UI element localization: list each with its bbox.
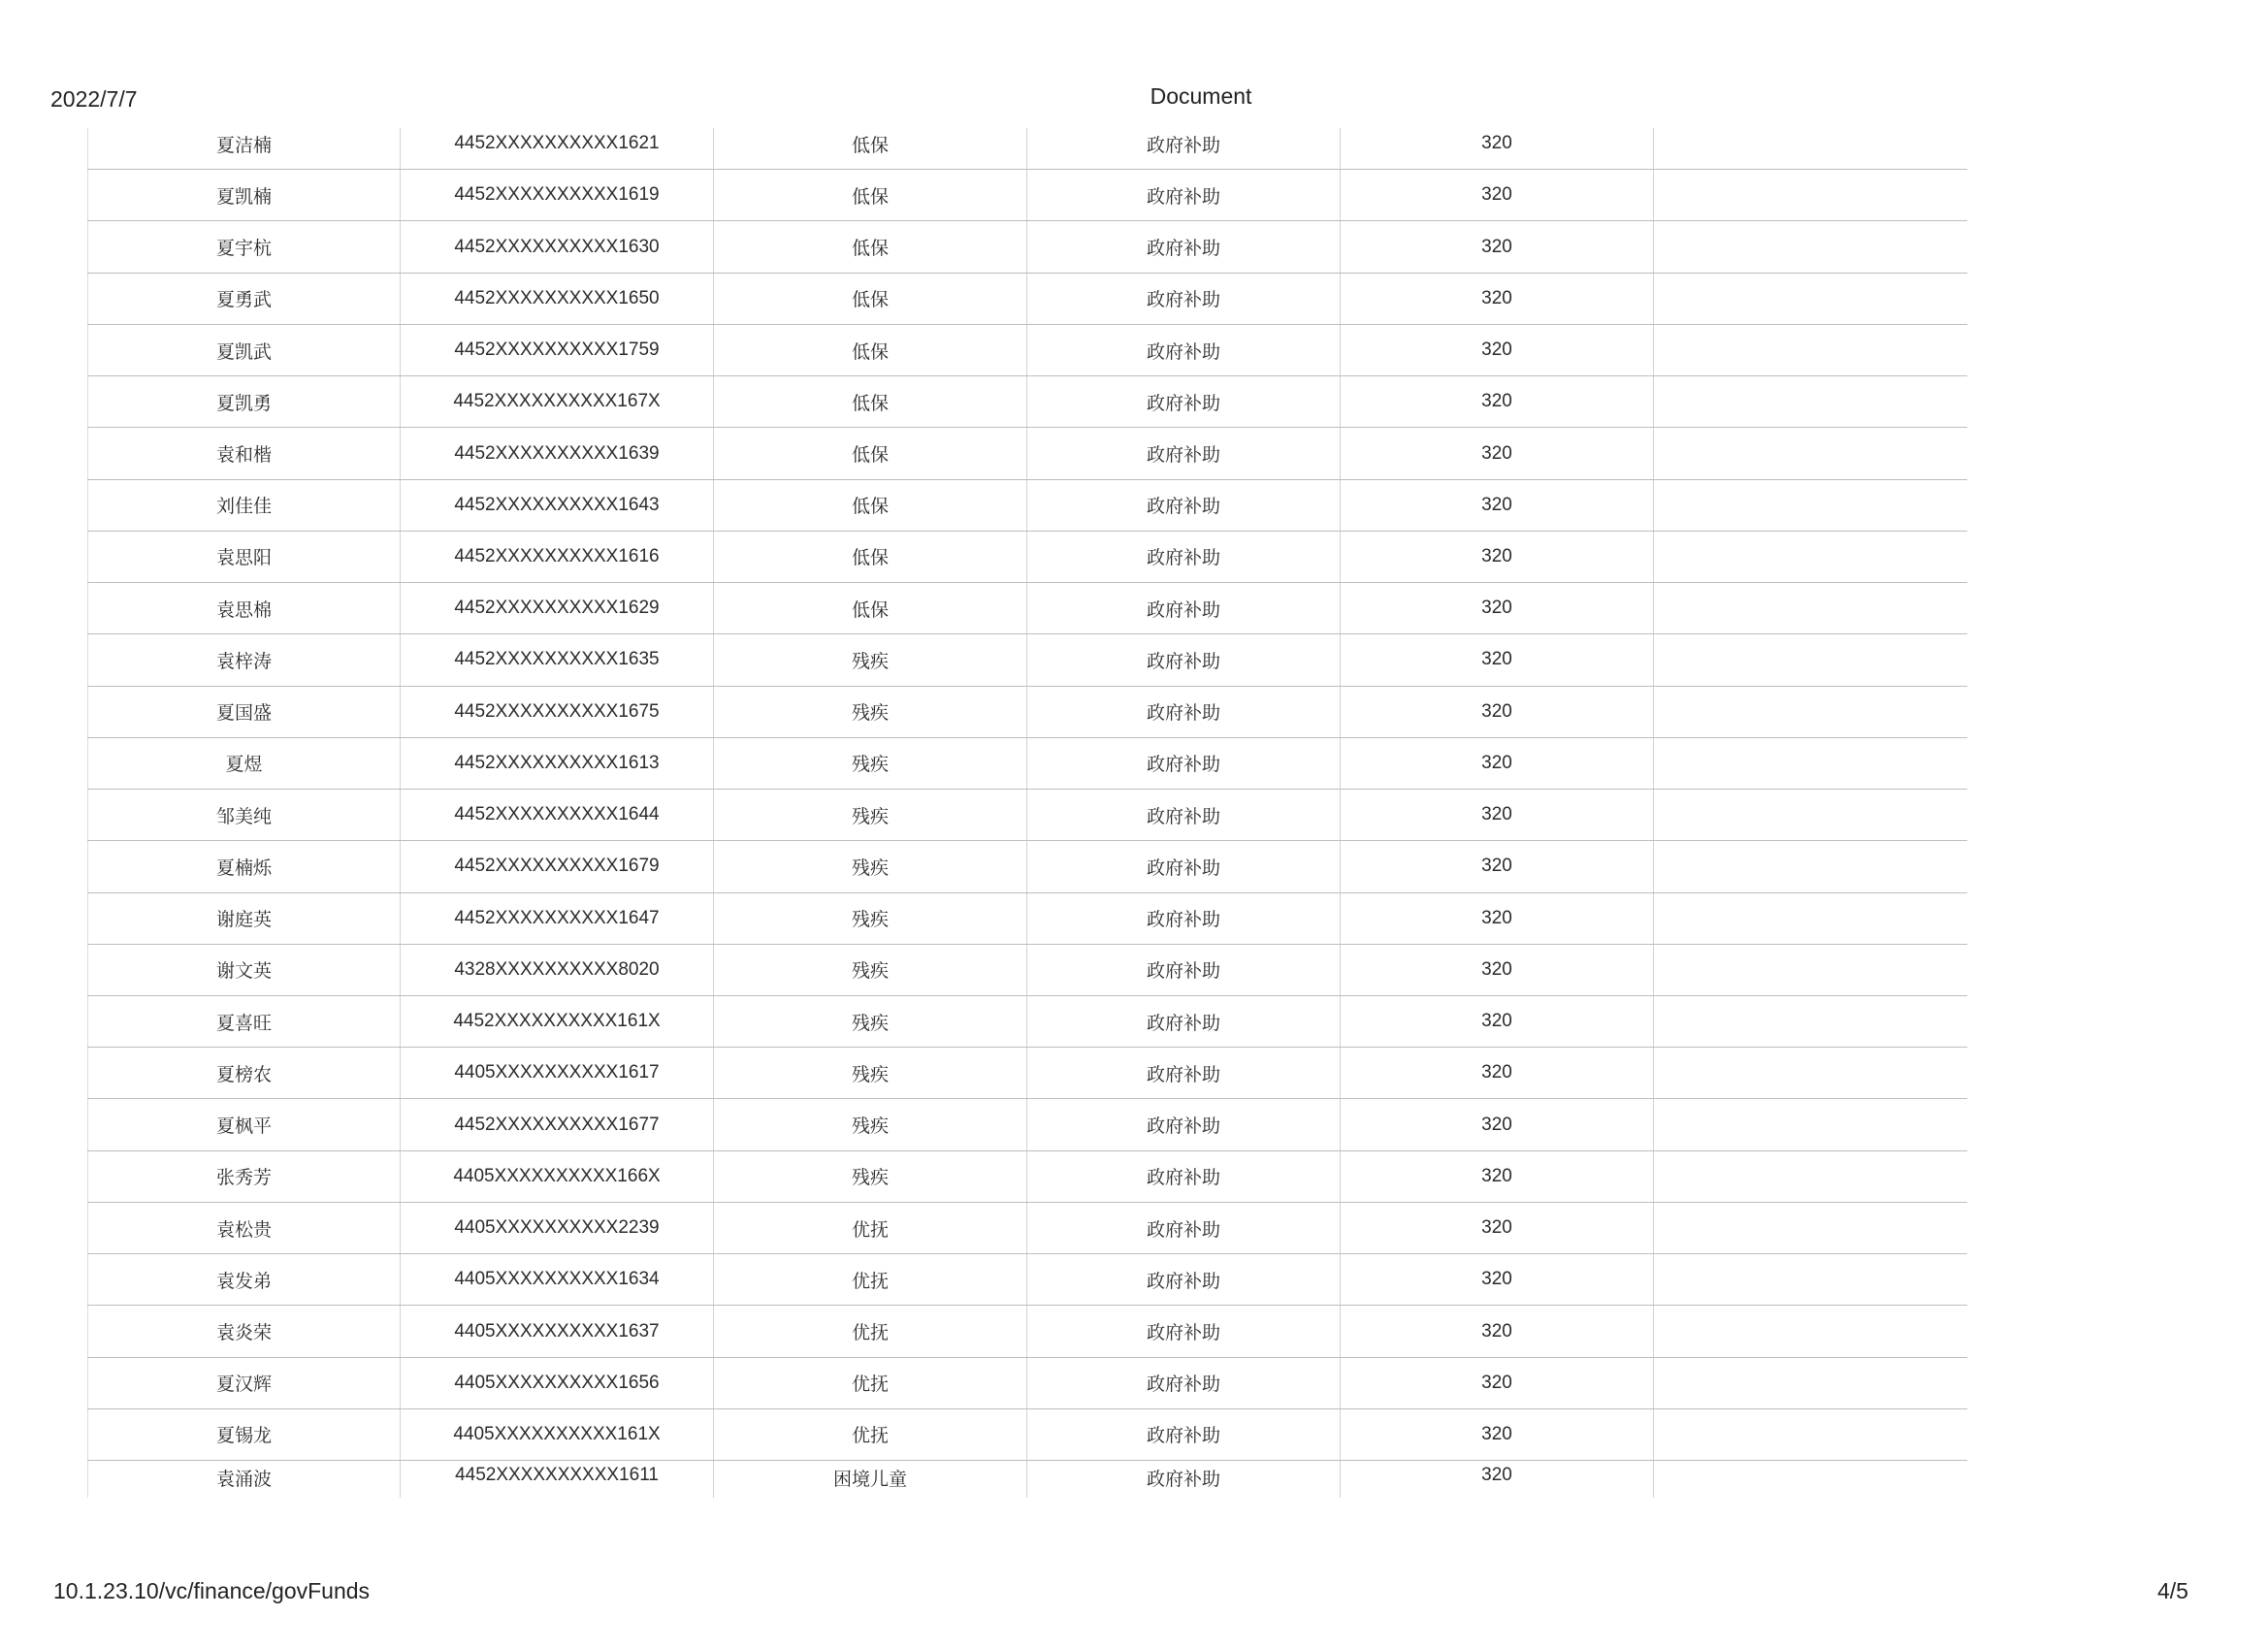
table-row — [87, 790, 1967, 841]
remarks-cell — [1654, 1203, 1967, 1253]
table-row — [87, 738, 1967, 790]
remarks-cell — [1654, 428, 1967, 478]
table-row — [87, 221, 1967, 273]
funding-type-cell: 政府补助 — [1027, 1203, 1341, 1253]
funds-table — [87, 128, 1967, 1498]
category-cell: 低保 — [714, 480, 1027, 531]
name-cell: 夏洁楠 — [87, 128, 401, 169]
id-number-cell: 4452XXXXXXXXXX1616 — [401, 532, 714, 582]
funding-type-cell: 政府补助 — [1027, 893, 1341, 944]
table-row — [87, 1203, 1967, 1254]
category-cell: 残疾 — [714, 996, 1027, 1047]
id-number-cell: 4405XXXXXXXXXX2239 — [401, 1203, 714, 1253]
funding-type-cell: 政府补助 — [1027, 1306, 1341, 1356]
name-cell: 夏楠烁 — [87, 841, 401, 891]
category-cell: 低保 — [714, 170, 1027, 220]
funding-type-cell: 政府补助 — [1027, 274, 1341, 324]
table-row — [87, 1254, 1967, 1306]
funding-type-cell: 政府补助 — [1027, 687, 1341, 737]
table-row — [87, 1048, 1967, 1099]
name-cell: 刘佳佳 — [87, 480, 401, 531]
remarks-cell — [1654, 634, 1967, 685]
amount-cell: 320 — [1341, 1151, 1654, 1202]
funding-type-cell: 政府补助 — [1027, 1099, 1341, 1149]
category-cell: 残疾 — [714, 893, 1027, 944]
table-row — [87, 376, 1967, 428]
name-cell: 谢文英 — [87, 945, 401, 995]
table-row — [87, 1099, 1967, 1150]
remarks-cell — [1654, 532, 1967, 582]
table-row — [87, 170, 1967, 221]
funding-type-cell: 政府补助 — [1027, 221, 1341, 272]
remarks-cell — [1654, 170, 1967, 220]
category-cell: 低保 — [714, 376, 1027, 427]
table-row — [87, 945, 1967, 996]
name-cell: 张秀芳 — [87, 1151, 401, 1202]
category-cell: 困境儿童 — [714, 1461, 1027, 1498]
amount-cell: 320 — [1341, 428, 1654, 478]
remarks-cell — [1654, 274, 1967, 324]
remarks-cell — [1654, 945, 1967, 995]
amount-cell: 320 — [1341, 583, 1654, 633]
id-number-cell: 4452XXXXXXXXXX1643 — [401, 480, 714, 531]
remarks-cell — [1654, 1409, 1967, 1460]
name-cell: 袁炎荣 — [87, 1306, 401, 1356]
id-number-cell: 4405XXXXXXXXXX1617 — [401, 1048, 714, 1098]
remarks-cell — [1654, 893, 1967, 944]
funding-type-cell: 政府补助 — [1027, 428, 1341, 478]
category-cell: 低保 — [714, 274, 1027, 324]
category-cell: 低保 — [714, 325, 1027, 375]
funding-type-cell: 政府补助 — [1027, 325, 1341, 375]
funding-type-cell: 政府补助 — [1027, 738, 1341, 789]
name-cell: 袁和楷 — [87, 428, 401, 478]
page-number: 4/5 — [2157, 1578, 2188, 1603]
id-number-cell: 4452XXXXXXXXXX1647 — [401, 893, 714, 944]
funding-type-cell: 政府补助 — [1027, 583, 1341, 633]
remarks-cell — [1654, 996, 1967, 1047]
amount-cell: 320 — [1341, 1254, 1654, 1305]
remarks-cell — [1654, 790, 1967, 840]
name-cell: 夏勇武 — [87, 274, 401, 324]
funding-type-cell: 政府补助 — [1027, 945, 1341, 995]
id-number-cell: 4405XXXXXXXXXX1656 — [401, 1358, 714, 1408]
table-row — [87, 1306, 1967, 1357]
funding-type-cell: 政府补助 — [1027, 376, 1341, 427]
category-cell: 低保 — [714, 583, 1027, 633]
table-row — [87, 583, 1967, 634]
table-row — [87, 893, 1967, 945]
id-number-cell: 4452XXXXXXXXXX1619 — [401, 170, 714, 220]
id-number-cell: 4452XXXXXXXXXX1644 — [401, 790, 714, 840]
table-row — [87, 1461, 1967, 1498]
name-cell: 夏榜农 — [87, 1048, 401, 1098]
name-cell: 袁梓涛 — [87, 634, 401, 685]
remarks-cell — [1654, 480, 1967, 531]
name-cell: 夏喜旺 — [87, 996, 401, 1047]
amount-cell: 320 — [1341, 1358, 1654, 1408]
remarks-cell — [1654, 376, 1967, 427]
remarks-cell — [1654, 1048, 1967, 1098]
id-number-cell: 4452XXXXXXXXXX1650 — [401, 274, 714, 324]
amount-cell: 320 — [1341, 790, 1654, 840]
id-number-cell: 4452XXXXXXXXXX161X — [401, 996, 714, 1047]
name-cell: 夏宇杭 — [87, 221, 401, 272]
amount-cell: 320 — [1341, 738, 1654, 789]
remarks-cell — [1654, 1358, 1967, 1408]
amount-cell: 320 — [1341, 221, 1654, 272]
id-number-cell: 4452XXXXXXXXXX1621 — [401, 128, 714, 169]
name-cell: 夏凯楠 — [87, 170, 401, 220]
amount-cell: 320 — [1341, 945, 1654, 995]
amount-cell: 320 — [1341, 841, 1654, 891]
category-cell: 低保 — [714, 428, 1027, 478]
category-cell: 残疾 — [714, 1048, 1027, 1098]
id-number-cell: 4452XXXXXXXXXX1677 — [401, 1099, 714, 1149]
name-cell: 夏国盛 — [87, 687, 401, 737]
category-cell: 优抚 — [714, 1358, 1027, 1408]
category-cell: 优抚 — [714, 1203, 1027, 1253]
id-number-cell: 4452XXXXXXXXXX1675 — [401, 687, 714, 737]
name-cell: 夏锡龙 — [87, 1409, 401, 1460]
category-cell: 优抚 — [714, 1409, 1027, 1460]
table-row — [87, 274, 1967, 325]
amount-cell: 320 — [1341, 1461, 1654, 1498]
funding-type-cell: 政府补助 — [1027, 1048, 1341, 1098]
funding-type-cell: 政府补助 — [1027, 996, 1341, 1047]
name-cell: 夏凯勇 — [87, 376, 401, 427]
amount-cell: 320 — [1341, 634, 1654, 685]
name-cell: 袁思阳 — [87, 532, 401, 582]
funding-type-cell: 政府补助 — [1027, 790, 1341, 840]
table-row — [87, 325, 1967, 376]
remarks-cell — [1654, 128, 1967, 169]
amount-cell: 320 — [1341, 1203, 1654, 1253]
remarks-cell — [1654, 1151, 1967, 1202]
table-row — [87, 532, 1967, 583]
table-row — [87, 428, 1967, 479]
amount-cell: 320 — [1341, 325, 1654, 375]
name-cell: 袁发弟 — [87, 1254, 401, 1305]
category-cell: 低保 — [714, 532, 1027, 582]
name-cell: 邹美纯 — [87, 790, 401, 840]
name-cell: 谢庭英 — [87, 893, 401, 944]
category-cell: 残疾 — [714, 790, 1027, 840]
name-cell: 夏汉辉 — [87, 1358, 401, 1408]
table-row — [87, 687, 1967, 738]
remarks-cell — [1654, 1461, 1967, 1498]
amount-cell: 320 — [1341, 1099, 1654, 1149]
name-cell: 夏凯武 — [87, 325, 401, 375]
amount-cell: 320 — [1341, 128, 1654, 169]
id-number-cell: 4405XXXXXXXXXX166X — [401, 1151, 714, 1202]
category-cell: 优抚 — [714, 1306, 1027, 1356]
category-cell: 残疾 — [714, 1151, 1027, 1202]
page-url: 10.1.23.10/vc/finance/govFunds — [53, 1578, 371, 1603]
amount-cell: 320 — [1341, 170, 1654, 220]
remarks-cell — [1654, 1254, 1967, 1305]
table-row — [87, 1409, 1967, 1461]
table-row — [87, 1151, 1967, 1203]
remarks-cell — [1654, 221, 1967, 272]
table-row — [87, 634, 1967, 686]
category-cell: 残疾 — [714, 945, 1027, 995]
id-number-cell: 4328XXXXXXXXXX8020 — [401, 945, 714, 995]
id-number-cell: 4452XXXXXXXXXX1630 — [401, 221, 714, 272]
remarks-cell — [1654, 325, 1967, 375]
print-date: 2022/7/7 — [50, 86, 138, 112]
funding-type-cell: 政府补助 — [1027, 1461, 1341, 1498]
category-cell: 残疾 — [714, 634, 1027, 685]
funding-type-cell: 政府补助 — [1027, 1409, 1341, 1460]
amount-cell: 320 — [1341, 1306, 1654, 1356]
id-number-cell: 4452XXXXXXXXXX167X — [401, 376, 714, 427]
amount-cell: 320 — [1341, 376, 1654, 427]
id-number-cell: 4452XXXXXXXXXX1629 — [401, 583, 714, 633]
remarks-cell — [1654, 583, 1967, 633]
funding-type-cell: 政府补助 — [1027, 1254, 1341, 1305]
name-cell: 袁涌波 — [87, 1461, 401, 1498]
id-number-cell: 4452XXXXXXXXXX1679 — [401, 841, 714, 891]
id-number-cell: 4452XXXXXXXXXX1611 — [401, 1461, 714, 1498]
amount-cell: 320 — [1341, 996, 1654, 1047]
amount-cell: 320 — [1341, 480, 1654, 531]
remarks-cell — [1654, 687, 1967, 737]
funding-type-cell: 政府补助 — [1027, 170, 1341, 220]
document-title: Document — [1150, 83, 1252, 109]
amount-cell: 320 — [1341, 1409, 1654, 1460]
table-row — [87, 480, 1967, 532]
funding-type-cell: 政府补助 — [1027, 634, 1341, 685]
funding-type-cell: 政府补助 — [1027, 128, 1341, 169]
id-number-cell: 4452XXXXXXXXXX1613 — [401, 738, 714, 789]
name-cell: 夏煜 — [87, 738, 401, 789]
remarks-cell — [1654, 1306, 1967, 1356]
amount-cell: 320 — [1341, 274, 1654, 324]
funding-type-cell: 政府补助 — [1027, 480, 1341, 531]
id-number-cell: 4452XXXXXXXXXX1639 — [401, 428, 714, 478]
table-row — [87, 1358, 1967, 1409]
amount-cell: 320 — [1341, 532, 1654, 582]
name-cell: 夏枫平 — [87, 1099, 401, 1149]
remarks-cell — [1654, 738, 1967, 789]
amount-cell: 320 — [1341, 893, 1654, 944]
name-cell: 袁思棉 — [87, 583, 401, 633]
category-cell: 残疾 — [714, 687, 1027, 737]
id-number-cell: 4405XXXXXXXXXX1637 — [401, 1306, 714, 1356]
id-number-cell: 4405XXXXXXXXXX1634 — [401, 1254, 714, 1305]
category-cell: 低保 — [714, 128, 1027, 169]
table-row — [87, 996, 1967, 1048]
remarks-cell — [1654, 841, 1967, 891]
id-number-cell: 4452XXXXXXXXXX1635 — [401, 634, 714, 685]
category-cell: 优抚 — [714, 1254, 1027, 1305]
funding-type-cell: 政府补助 — [1027, 532, 1341, 582]
amount-cell: 320 — [1341, 687, 1654, 737]
category-cell: 低保 — [714, 221, 1027, 272]
category-cell: 残疾 — [714, 841, 1027, 891]
id-number-cell: 4452XXXXXXXXXX1759 — [401, 325, 714, 375]
id-number-cell: 4405XXXXXXXXXX161X — [401, 1409, 714, 1460]
funding-type-cell: 政府补助 — [1027, 1151, 1341, 1202]
category-cell: 残疾 — [714, 1099, 1027, 1149]
amount-cell: 320 — [1341, 1048, 1654, 1098]
funding-type-cell: 政府补助 — [1027, 841, 1341, 891]
table-row — [87, 841, 1967, 892]
table-row — [87, 128, 1967, 170]
name-cell: 袁松贵 — [87, 1203, 401, 1253]
funds-table-body — [87, 128, 1967, 1498]
category-cell: 残疾 — [714, 738, 1027, 789]
funding-type-cell: 政府补助 — [1027, 1358, 1341, 1408]
remarks-cell — [1654, 1099, 1967, 1149]
